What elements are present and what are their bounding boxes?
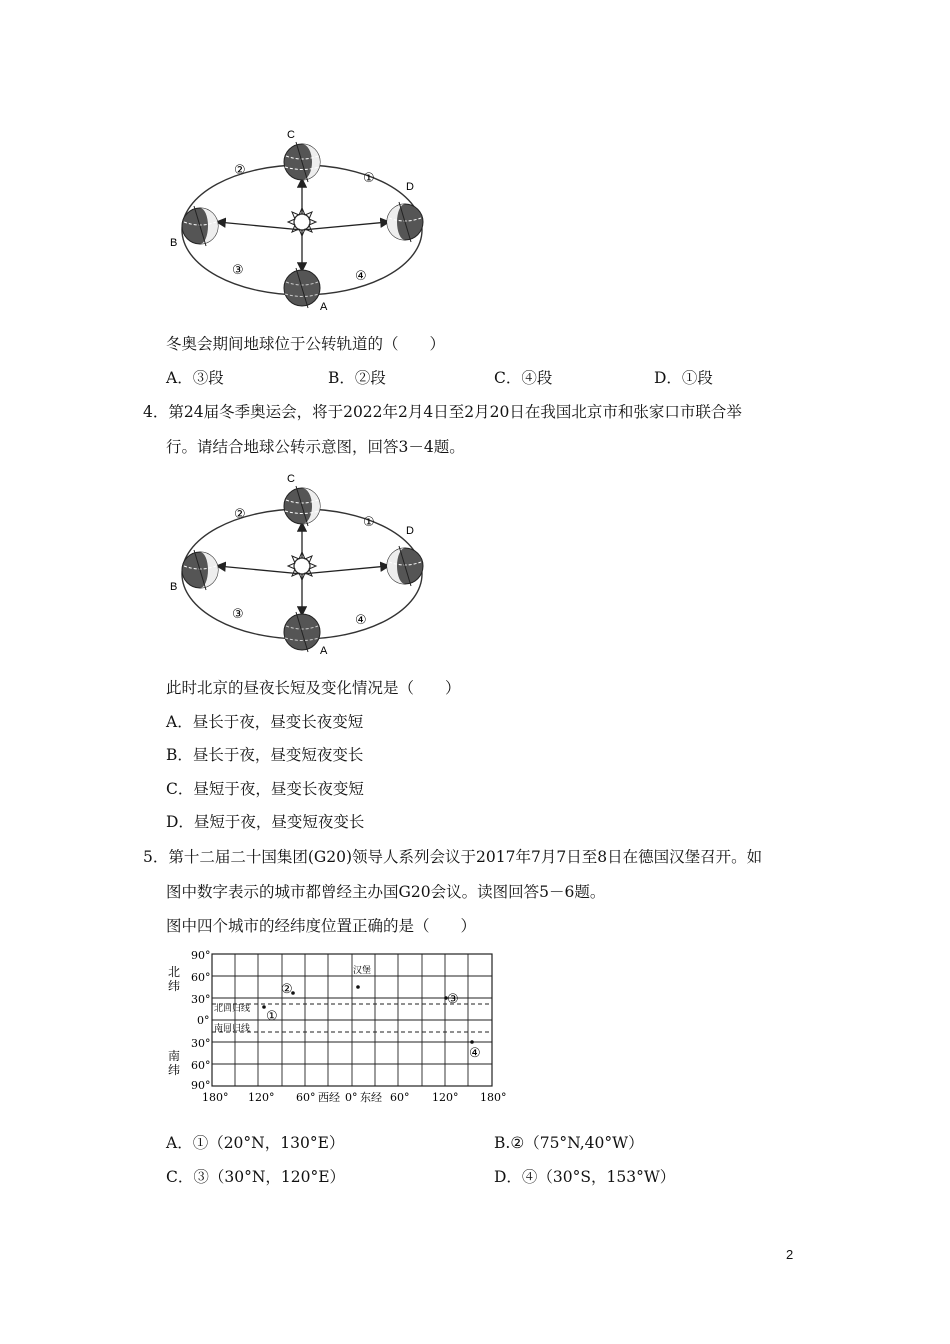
q5-option-b: B.②（75°N,40°W） [494, 1134, 644, 1152]
seg-4: ④ [355, 612, 367, 627]
city-4: ④ [469, 1046, 481, 1061]
lat-tick: 90° [191, 1079, 211, 1092]
south-label-2: 纬 [168, 1063, 181, 1077]
earth-a-icon [284, 268, 320, 308]
label-c: C [287, 473, 295, 485]
q4-option-b: B．昼长于夜，昼变短夜变长 [166, 746, 364, 764]
tropic-north-label: 北回归线 [214, 1004, 251, 1014]
lat-tick: 30° [191, 993, 211, 1006]
page-number: 2 [786, 1247, 794, 1262]
label-d: D [406, 181, 414, 193]
seg-2: ② [234, 506, 246, 521]
q5-line-1: 5．第十二届二十国集团(G20)领导人系列会议于2017年7月7日至8日在德国汉堡召开。如 [143, 848, 763, 866]
earth-d-icon [387, 202, 423, 242]
lon-tick: 180° [480, 1091, 507, 1104]
q4-stem: 此时北京的昼夜长短及变化情况是（ ） [166, 679, 461, 697]
q5-stem: 图中四个城市的经纬度位置正确的是（ ） [166, 917, 477, 935]
label-c: C [287, 129, 295, 141]
q3-option-c: C．④段 [494, 369, 553, 387]
q5-option-d: D．④（30°S，153°W） [494, 1168, 676, 1186]
city-1: ① [266, 1009, 278, 1024]
lat-tick: 60° [191, 1059, 211, 1072]
latlong-grid-map [160, 948, 520, 1108]
q4-option-a: A．昼长于夜，昼变长夜变短 [166, 713, 364, 731]
north-label-2: 纬 [168, 979, 181, 993]
earth-c-icon [284, 486, 320, 526]
lon-tick: 120° [248, 1091, 275, 1104]
lon-tick: 120° [432, 1091, 459, 1104]
lon-tick: 180° [202, 1091, 229, 1104]
city-2: ② [281, 982, 293, 997]
earth-c-icon [284, 142, 320, 182]
seg-1: ① [363, 514, 375, 529]
seg-2: ② [234, 162, 246, 177]
lat-tick: 30° [191, 1037, 211, 1050]
seg-4: ④ [355, 268, 367, 283]
q5-option-a: A．①（20°N，130°E） [166, 1134, 345, 1152]
lon-tick: 0° [345, 1091, 358, 1104]
label-a: A [320, 645, 328, 657]
lon-tick: 西经 [318, 1091, 340, 1104]
seg-3: ③ [232, 262, 244, 277]
q5-line-2: 图中数字表示的城市都曾经主办国G20会议。读图回答5－6题。 [166, 883, 606, 901]
seg-1: ① [363, 170, 375, 185]
seg-3: ③ [232, 606, 244, 621]
q4-line-1: 4．第24届冬季奥运会，将于2022年2月4日至2月20日在我国北京市和张家口市联合举 [143, 403, 742, 421]
tropic-south-label: 南回归线 [214, 1024, 251, 1034]
hamburg-label: 汉堡 [353, 966, 372, 976]
label-a: A [320, 301, 328, 313]
q3-stem: 冬奥会期间地球位于公转轨道的（ ） [166, 335, 446, 353]
label-d: D [406, 525, 414, 537]
q3-option-d: D．①段 [654, 369, 713, 387]
earth-d-icon [387, 546, 423, 586]
label-b: B [170, 237, 178, 249]
south-label-1: 南 [168, 1049, 181, 1063]
orbit-diagram-1 [160, 122, 440, 322]
q5-option-c: C．③（30°N，120°E） [166, 1168, 346, 1186]
q3-option-a: A．③段 [166, 369, 224, 387]
city-3: ③ [447, 992, 459, 1007]
orbit-diagram-2 [160, 466, 440, 666]
lon-tick: 60° [296, 1091, 316, 1104]
north-label-1: 北 [168, 965, 181, 979]
q4-option-d: D．昼短于夜，昼变短夜变长 [166, 813, 365, 831]
label-b: B [170, 581, 178, 593]
earth-a-icon [284, 612, 320, 652]
q4-option-c: C．昼短于夜，昼变长夜变短 [166, 780, 364, 798]
lat-tick: 0° [197, 1014, 210, 1027]
lat-tick: 60° [191, 971, 211, 984]
lon-tick: 东经 [360, 1091, 382, 1104]
q4-line-2: 行。请结合地球公转示意图，回答3－4题。 [166, 438, 465, 456]
lon-tick: 60° [390, 1091, 410, 1104]
q3-option-b: B．②段 [328, 369, 386, 387]
lat-tick: 90° [191, 949, 211, 962]
